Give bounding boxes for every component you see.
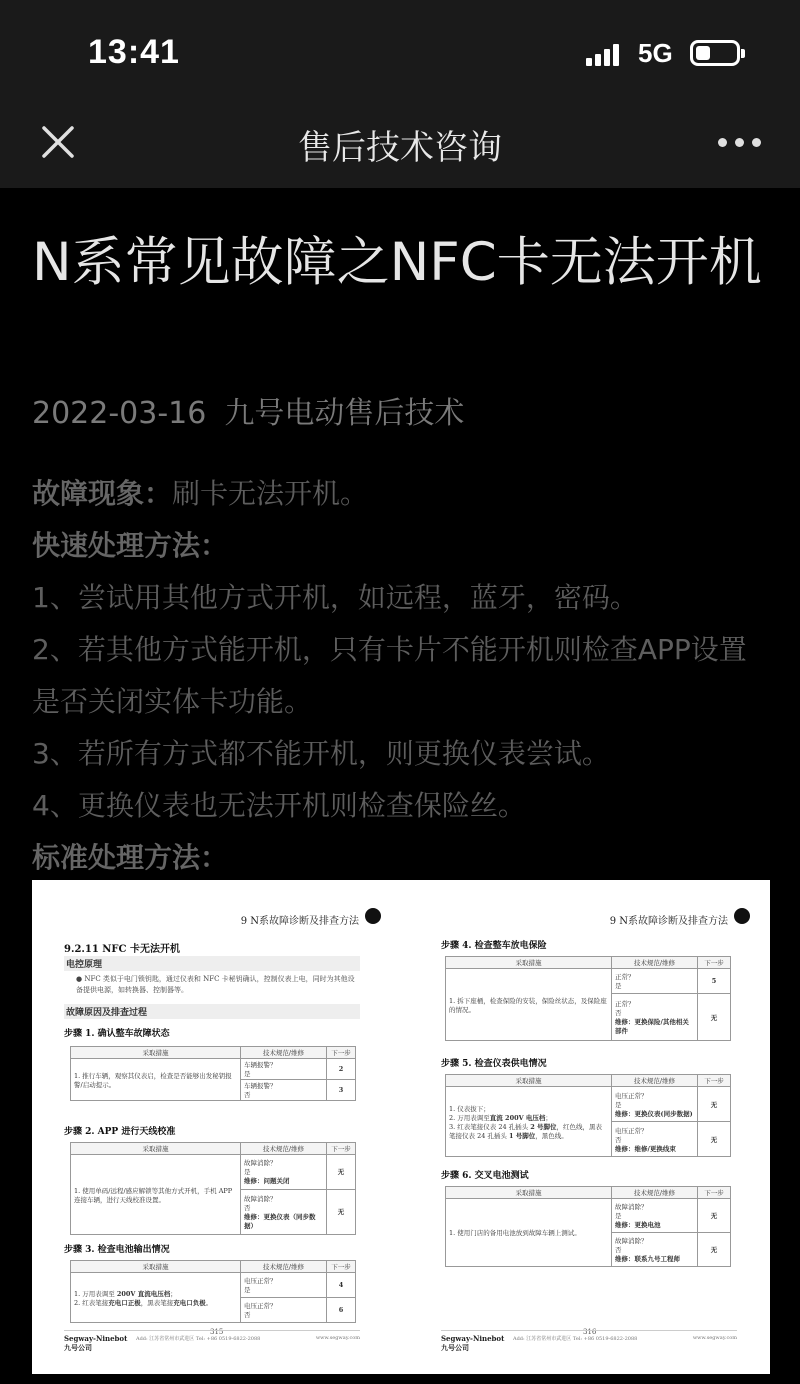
step-4-title: 步骤 4. 检查整车放电保险 (441, 941, 547, 951)
status-time: 13:41 (88, 33, 180, 71)
page-header: 9 N系故障诊断及排查方法 (609, 916, 728, 927)
manual-page-image[interactable] (32, 880, 770, 1374)
nav-bar (0, 100, 800, 188)
page-number-right: 316 (583, 1328, 597, 1336)
table-step-6: 采取措施 技术规范/维修 下一步 1. 使用门店的备用电池放到故障车辆上测试。 故障消除？ 是 维修：更换电池 无 故障消除？ 否 维修：联系九号工程师 无 (445, 1186, 731, 1267)
cause-title: 故障原因及排查过程 (64, 1004, 360, 1019)
article-meta (32, 388, 464, 432)
step-2: 2、若其他方式能开机，只有卡片不能开机则检查APP设置是否关闭实体卡功能。 (32, 633, 747, 718)
more-button[interactable] (718, 130, 766, 154)
network-type: 5G (638, 38, 673, 68)
signal-icon (586, 42, 626, 66)
article-date: 2022-03-16 (32, 396, 207, 431)
step-2-title: 步骤 2. APP 进行天线校准 (64, 1127, 176, 1137)
step-5-title: 步骤 5. 检查仪表供电情况 (441, 1059, 547, 1069)
page-footer: Segway-Ninebot 九号公司 Add: 江苏省常州市武进区 Tel: +86 0519-6822-2088 www.segway.com (441, 1330, 737, 1352)
step-6-title: 步骤 6. 交叉电池测试 (441, 1171, 529, 1181)
article (0, 188, 800, 1384)
ninebot-logo-icon (734, 908, 750, 924)
table-step-1: 采取措施 技术规范/维修 下一步 1. 推行车辆，观察其仪表启，检查是否能够出发秘钥报警/启动提示。 车辆报警？ 是 2 车辆报警？ 否 3 (70, 1046, 356, 1101)
step-3: 3、若所有方式都不能开机，则更换仪表尝试。 (32, 737, 610, 770)
quick-label: 快速处理方法： (32, 529, 229, 562)
symptom-label: 故障现象： (32, 477, 173, 510)
standard-label: 标准处理方法： (32, 841, 229, 874)
principle-title: 电控原理 (64, 956, 360, 971)
step-4: 4、更换仪表也无法开机则检查保险丝。 (32, 789, 526, 822)
table-step-4: 采取措施 技术规范/维修 下一步 1. 拆下座桶，检查保险的安装，保险丝状态，及保险座的情况。 正常？ 是 5 正常？ 否 维修：更换保险/其他相关部件 无 (445, 956, 731, 1041)
section-title: 9.2.11 NFC 卡无法开机 (64, 944, 180, 955)
page-footer: Segway-Ninebot 九号公司 Add: 江苏省常州市武进区 Tel: +86 0519-6822-2088 www.segway.com (64, 1330, 360, 1352)
battery-icon (690, 40, 740, 66)
manual-page-left (32, 880, 401, 1374)
nav-title: 售后技术咨询 (298, 128, 502, 168)
more-icon (718, 138, 727, 147)
symptom-text: 刷卡无法开机。 (172, 477, 369, 510)
symptom-line (32, 468, 772, 520)
status-bar (0, 0, 800, 100)
table-step-5: 采取措施 技术规范/维修 下一步 1. 仪表拔下； 2. 万用表调至直流 200V 电压档； 3. 红表笔接仪表 24 孔插头 2 号脚位，红色线，黑表笔接仪表 24 孔插头 1 号脚位，黑色线。 电压正常？ 是 维修：更换仪表(同步数据) 无 电压正常？ 否 维修：维修/更换线束 无 (445, 1074, 731, 1157)
article-title: N系常见故障之NFC卡无法开机 (32, 232, 762, 293)
step-3-title: 步骤 3. 检查电池输出情况 (64, 1245, 170, 1255)
page-number-left: 315 (210, 1328, 224, 1336)
page-header: 9 N系故障诊断及排查方法 (240, 916, 359, 927)
table-step-3: 采取措施 技术规范/维修 下一步 1. 万用表调至 200V 直流电压档； 2. 红表笔接充电口正极，黑表笔接充电口负极。 电压正常？ 是 4 电压正常？ 否 6 (70, 1260, 356, 1323)
manual-page-right (401, 880, 770, 1374)
step-1: 1、尝试用其他方式开机，如远程，蓝牙，密码。 (32, 581, 638, 614)
article-author[interactable]: 九号电动售后技术 (224, 396, 465, 431)
table-step-2: 采取措施 技术规范/维修 下一步 1. 使用单码/远程/感应解锁等其他方式开机，手机 APP 连接车辆，进行天线校准设置。 故障消除？ 是 维修：问题关闭 无 故障消除？ 否 维修：更换仪表（同步数据） 无 (70, 1142, 356, 1235)
step-1-title: 步骤 1. 确认整车故障状态 (64, 1029, 170, 1039)
principle-text: ● NFC 类似于电门锁钥匙，通过仪表和 NFC 卡秘钥确认，控制仪表上电，同时为其他设备提供电源，如转换器、控制器等。 (76, 975, 355, 994)
ninebot-logo-icon (365, 908, 381, 924)
